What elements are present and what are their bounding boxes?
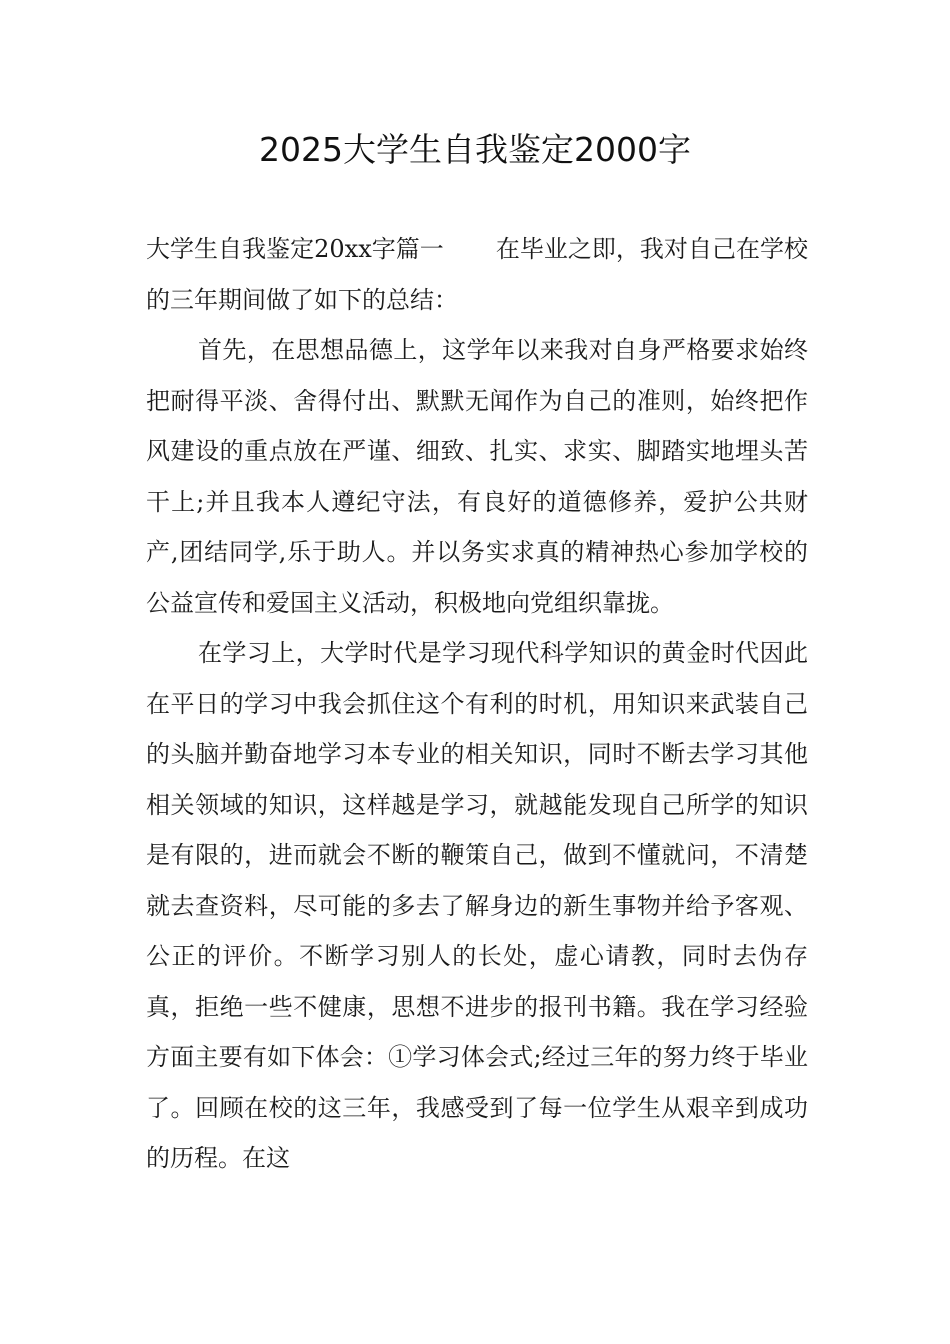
intro-paragraph [146,224,808,325]
document-body [146,224,808,1184]
paragraph-study: 在学习上，大学时代是学习现代科学知识的黄金时代因此在平日的学习中我会抓住这个有利的时机，用知识来武装自己的头脑并勤奋地学习本专业的相关知识，同时不断去学习其他相关领域的知识，这样越是学习，就越能发现自己所学的知识是有限的，进而就会不断的鞭策自己，做到不懂就问，不清楚就去查资料，尽可能的多去了解身边的新生事物并给予客观、公正的评价。不断学习别人的长处，虚心请教，同时去伪存真，拒绝一些不健康，思想不进步的报刊书籍。我在学习经验方面主要有如下体会：①学习体会式;经过三年的努力终于毕业了。回顾在校的这三年，我感受到了每一位学生从艰辛到成功的历程。在这 [146,639,808,1172]
intro-text: 在毕业之即，我对自己在学校的三年期间做了如下的总结： [146,235,809,314]
intro-heading: 大学生自我鉴定20xx字篇一 [146,235,444,263]
document-title: 2025大学生自我鉴定2000字 [259,130,691,169]
paragraph-morality: 首先，在思想品德上，这学年以来我对自身严格要求始终把耐得平淡、舍得付出、默默无闻作为自己的准则，始终把作风建设的重点放在严谨、细致、扎实、求实、脚踏实地埋头苦干上;并且我本人遵纪守法，有良好的道德修养，爱护公共财产,团结同学,乐于助人。并以务实求真的精神热心参加学校的公益宣传和爱国主义活动，积极地向党组织靠拢。 [146,336,808,617]
